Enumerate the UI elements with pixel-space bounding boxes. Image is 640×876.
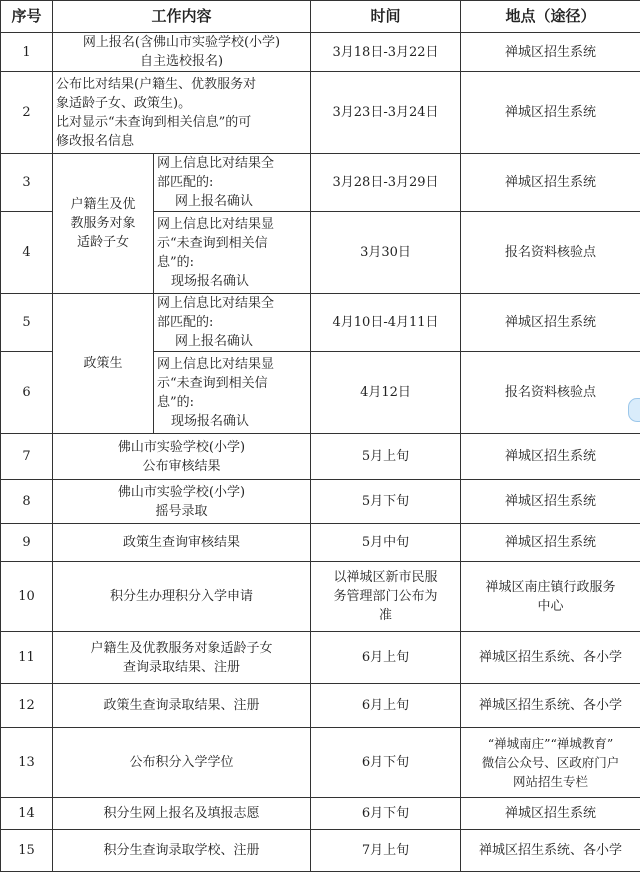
row-place: 禅城区招生系统 xyxy=(461,294,640,352)
row-place: 禅城区招生系统 xyxy=(461,434,640,480)
table-row xyxy=(1,524,640,562)
sub-line: 网上信息比对结果全 xyxy=(157,296,275,311)
header-no: 序号 xyxy=(1,1,53,33)
row-number: 10 xyxy=(1,562,53,632)
table-row xyxy=(1,562,640,632)
row-number: 7 xyxy=(1,434,53,480)
table-row xyxy=(1,72,640,154)
content-line: 自主选校报名) xyxy=(139,54,224,69)
group-label-hukou xyxy=(53,154,154,294)
group-line: 适龄子女 xyxy=(76,235,129,250)
row-place: 报名资料核验点 xyxy=(461,352,640,434)
sub-line: 部匹配的: xyxy=(157,175,214,190)
place-line: 微信公众号、区政府门户 xyxy=(481,755,620,770)
header-content: 工作内容 xyxy=(53,1,311,33)
row-number: 2 xyxy=(1,72,53,154)
row-content: 积分生网上报名及填报志愿 xyxy=(53,798,311,830)
sub-line: 网上报名确认 xyxy=(175,334,254,349)
table-row xyxy=(1,728,640,798)
row-subcontent xyxy=(154,294,311,352)
row-content xyxy=(53,33,311,72)
content-line: 修改报名信息 xyxy=(56,133,135,149)
row-number: 5 xyxy=(1,294,53,352)
row-content xyxy=(53,480,311,524)
row-time: 3月18日-3月22日 xyxy=(311,33,461,72)
row-time: 3月23日-3月24日 xyxy=(311,72,461,154)
content-line: 摇号录取 xyxy=(155,503,208,519)
row-place: 禅城区招生系统 xyxy=(461,524,640,562)
row-time: 7月上旬 xyxy=(311,830,461,872)
row-number: 1 xyxy=(1,33,53,72)
row-place xyxy=(461,728,640,798)
content-line: 佛山市实验学校(小学) xyxy=(117,484,246,500)
row-time: 4月12日 xyxy=(311,352,461,434)
header-place: 地点（途径） xyxy=(461,1,640,33)
row-place: 禅城区招生系统 xyxy=(461,72,640,154)
row-time: 4月10日-4月11日 xyxy=(311,294,461,352)
sub-line: 示“未查询到相关信 xyxy=(157,375,268,391)
row-time: 3月28日-3月29日 xyxy=(311,154,461,212)
content-line: 户籍生及优教服务对象适龄子女 xyxy=(90,640,273,656)
content-line: 公布审核结果 xyxy=(142,458,221,474)
row-time: 6月下旬 xyxy=(311,798,461,830)
row-place: 禅城区招生系统、各小学 xyxy=(461,830,640,872)
row-time xyxy=(311,562,461,632)
row-place: 禅城区招生系统 xyxy=(461,798,640,830)
time-line: 务管理部门公布为 xyxy=(333,589,438,604)
row-subcontent xyxy=(154,154,311,212)
content-line: 公布比对结果(户籍生、优教服务对 xyxy=(56,76,257,92)
row-time: 6月下旬 xyxy=(311,728,461,798)
row-content xyxy=(53,72,311,154)
row-place xyxy=(461,562,640,632)
table-row xyxy=(1,154,640,212)
group-line: 教服务对象 xyxy=(70,216,136,231)
row-time: 3月30日 xyxy=(311,212,461,294)
row-subcontent xyxy=(154,212,311,294)
table-row xyxy=(1,33,640,72)
row-place: 禅城区招生系统 xyxy=(461,480,640,524)
place-line: 网站招生专栏 xyxy=(513,774,589,789)
content-line: 查询录取结果、注册 xyxy=(123,659,241,675)
group-label-policy: 政策生 xyxy=(53,294,154,434)
sub-line: 网上信息比对结果显 xyxy=(157,356,275,372)
header-time: 时间 xyxy=(311,1,461,33)
group-line: 户籍生及优 xyxy=(70,197,136,212)
place-line: 中心 xyxy=(537,598,564,614)
table-row xyxy=(1,830,640,872)
sub-line: 息”的: xyxy=(157,394,195,410)
row-time: 6月上旬 xyxy=(311,684,461,728)
content-line: 象适龄子女、政策生)。 xyxy=(56,95,192,111)
sub-line: 网上信息比对结果全 xyxy=(157,156,275,171)
row-place: 报名资料核验点 xyxy=(461,212,640,294)
row-place: 禅城区招生系统 xyxy=(461,33,640,72)
table-row xyxy=(1,480,640,524)
row-place: 禅城区招生系统 xyxy=(461,154,640,212)
row-number: 3 xyxy=(1,154,53,212)
sub-line: 息”的: xyxy=(157,254,195,270)
row-time: 5月上旬 xyxy=(311,434,461,480)
sub-line: 网上报名确认 xyxy=(175,194,254,209)
row-content: 政策生查询审核结果 xyxy=(53,524,311,562)
content-line: 比对显示“未查询到相关信息”的可 xyxy=(56,114,252,130)
content-line: 佛山市实验学校(小学) xyxy=(117,439,246,455)
row-content: 积分生办理积分入学申请 xyxy=(53,562,311,632)
row-number: 9 xyxy=(1,524,53,562)
row-number: 8 xyxy=(1,480,53,524)
row-subcontent xyxy=(154,352,311,434)
table-row xyxy=(1,798,640,830)
time-line: 准 xyxy=(379,608,393,623)
table-row xyxy=(1,632,640,684)
row-time: 5月中旬 xyxy=(311,524,461,562)
row-time: 5月下旬 xyxy=(311,480,461,524)
sub-line: 部匹配的: xyxy=(157,315,214,330)
sub-line: 网上信息比对结果显 xyxy=(157,216,275,232)
row-number: 14 xyxy=(1,798,53,830)
row-number: 6 xyxy=(1,352,53,434)
row-content: 政策生查询录取结果、注册 xyxy=(53,684,311,728)
table-row xyxy=(1,434,640,480)
row-place: 禅城区招生系统、各小学 xyxy=(461,632,640,684)
row-number: 13 xyxy=(1,728,53,798)
floating-side-tab[interactable] xyxy=(628,398,640,422)
table-row xyxy=(1,684,640,728)
row-content: 积分生查询录取学校、注册 xyxy=(53,830,311,872)
sub-line: 示“未查询到相关信 xyxy=(157,235,268,251)
row-content xyxy=(53,632,311,684)
row-content: 公布积分入学学位 xyxy=(53,728,311,798)
time-line: 以禅城区新市民服 xyxy=(333,570,438,585)
header-row xyxy=(1,1,640,33)
row-time: 6月上旬 xyxy=(311,632,461,684)
row-content xyxy=(53,434,311,480)
table-row xyxy=(1,294,640,352)
row-place: 禅城区招生系统、各小学 xyxy=(461,684,640,728)
row-number: 4 xyxy=(1,212,53,294)
place-line: 禅城区南庄镇行政服务 xyxy=(485,579,616,595)
row-number: 11 xyxy=(1,632,53,684)
place-line: “禅城南庄”“禅城教育” xyxy=(487,736,614,751)
sub-line: 现场报名确认 xyxy=(171,413,250,429)
row-number: 15 xyxy=(1,830,53,872)
sub-line: 现场报名确认 xyxy=(171,273,250,289)
row-number: 12 xyxy=(1,684,53,728)
content-line: 网上报名(含佛山市实验学校(小学) xyxy=(82,35,281,50)
